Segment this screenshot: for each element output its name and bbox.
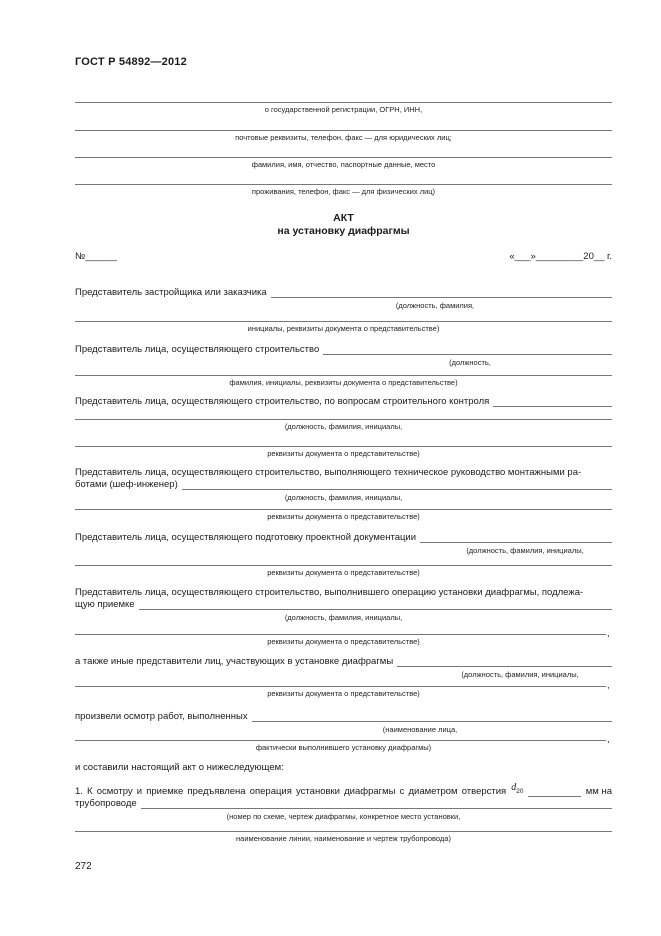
paragraph-control-rep: Представитель лица, осуществляющего строительство, по вопросам строительного контроля [75, 396, 612, 408]
blank-field [493, 406, 612, 407]
diameter-blank-field [528, 796, 580, 797]
line-caption: (наименование лица, [382, 725, 458, 734]
form-blank-line-row: , [75, 740, 612, 741]
line-caption: (должность, фамилия, инициалы, [466, 546, 584, 555]
blank-field [397, 666, 612, 667]
line-caption: проживания, телефон, факс — для физических лиц) [251, 187, 436, 196]
form-blank-line [75, 565, 612, 566]
form-blank-line [75, 509, 612, 510]
paragraph-chief-engineer-line2: ботами (шеф-инженер) [75, 479, 612, 491]
paragraph-chief-engineer-line1: Представитель лица, осуществляющего строительство, выполняющего техническое руководство монтажными ра- [75, 467, 582, 478]
blank-field [139, 609, 612, 610]
form-blank-line [75, 130, 612, 131]
line-caption: (должность, [449, 358, 491, 367]
paragraph-inspection: произвели осмотр работ, выполненных [75, 711, 612, 723]
form-blank-line [75, 375, 612, 376]
line-caption: (должность, фамилия, [395, 301, 475, 310]
act-title: АКТ [333, 212, 354, 224]
clause-1-line2: трубопроводе [75, 798, 612, 810]
page-number: 272 [75, 861, 92, 872]
form-blank-line [75, 419, 612, 420]
line-caption: наименование линии, наименование и чертеж трубопровода) [236, 833, 451, 843]
paragraph-customer-rep: Представитель застройщика или заказчика [75, 287, 612, 299]
line-caption: о государственной регистрации, ОГРН, ИНН, [264, 105, 423, 114]
line-caption: реквизиты документа о представительстве) [267, 512, 420, 521]
paragraph-design-rep: Представитель лица, осуществляющего подготовку проектной документации [75, 532, 612, 544]
form-blank-line [75, 184, 612, 185]
line-caption: реквизиты документа о представительстве) [267, 568, 420, 577]
diameter-symbol: $d_{20}$ [511, 782, 524, 795]
line-caption: (должность, фамилия, инициалы, [461, 670, 579, 679]
act-subtitle: на установку диафрагмы [277, 225, 410, 237]
blank-field [141, 808, 612, 809]
act-number-field: №______ [75, 251, 117, 262]
blank-field [182, 489, 612, 490]
form-blank-line [75, 102, 612, 103]
blank-field [271, 297, 612, 298]
line-caption: фактически выполнившего установку диафрагмы) [255, 743, 432, 752]
paragraph-resolution: и составили настоящий акт о нижеследующем: [75, 762, 284, 773]
act-date-field: «___»_________20__ г. [509, 251, 612, 262]
line-caption: (должность, фамилия, инициалы, [284, 422, 403, 431]
paragraph-other-reps: а также иные представители лиц, участвующих в установке диафрагмы [75, 656, 612, 668]
line-caption: реквизиты документа о представительстве) [267, 637, 420, 646]
gost-standard-header: ГОСТ Р 54892—2012 [75, 56, 187, 68]
form-blank-line [75, 446, 612, 447]
paragraph-installer-line1: Представитель лица, осуществляющего строительство, выполнившего операцию установки диафрагмы, подлежа- [75, 587, 584, 598]
line-caption: (номер по схеме, чертеж диафрагмы, конкретное место установки, [226, 811, 461, 821]
paragraph-builder-rep: Представитель лица, осуществляющего строительство [75, 344, 612, 356]
form-blank-line [75, 831, 612, 832]
line-caption: инициалы, реквизиты документа о представительстве) [247, 324, 440, 333]
line-caption: (должность, фамилия, инициалы, [284, 493, 403, 502]
form-blank-line [75, 634, 606, 635]
line-caption: реквизиты документа о представительстве) [267, 449, 420, 458]
form-blank-line [75, 157, 612, 158]
line-caption: фамилия, инициалы, реквизиты документа о представительстве) [229, 378, 458, 387]
line-caption: почтовые реквизиты, телефон, факс — для юридических лиц; [235, 133, 452, 142]
clause-1-line1: 1. К осмотру и приемке предъявлена операция установки диафрагмы с диаметром отверстия $d_{20}$ мм на [75, 782, 612, 797]
blank-field [420, 542, 612, 543]
form-blank-line-row: , [75, 634, 612, 635]
form-blank-line [75, 321, 612, 322]
line-caption: (должность, фамилия, инициалы, [284, 613, 403, 622]
line-caption: фамилия, имя, отчество, паспортные данные, место [251, 160, 436, 169]
form-blank-line-row: , [75, 686, 612, 687]
paragraph-installer-line2: щую приемке [75, 599, 612, 611]
form-blank-line [75, 686, 606, 687]
line-caption: реквизиты документа о представительстве) [267, 689, 420, 698]
blank-field [323, 354, 612, 355]
form-blank-line [75, 740, 606, 741]
blank-field [252, 721, 612, 722]
